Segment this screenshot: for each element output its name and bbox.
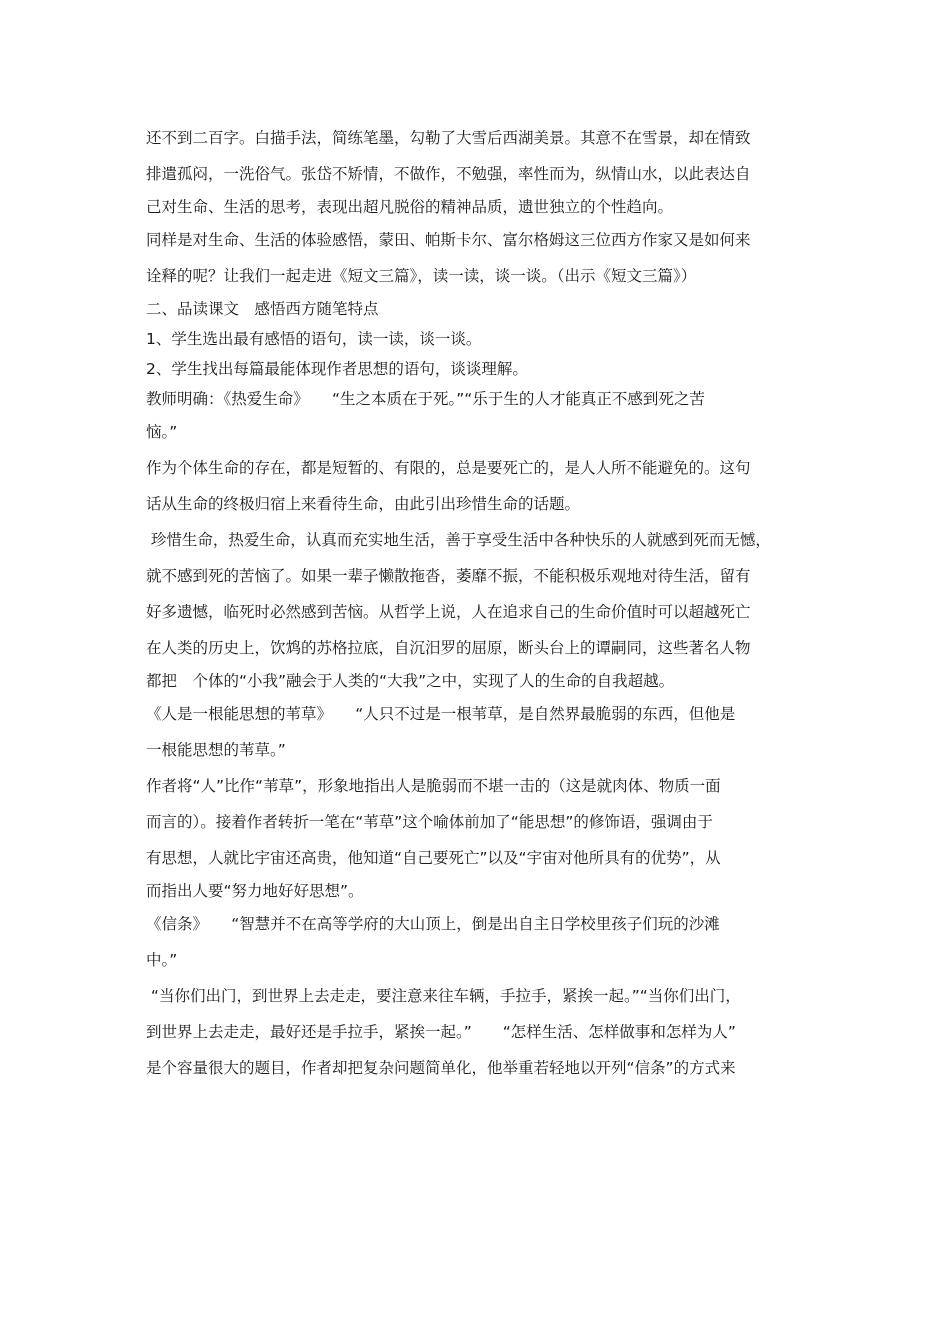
- text-line: 同样是对生命、生活的体验感悟，蒙田、帕斯卡尔、富尔格姆这三位西方作家又是如何来: [146, 231, 751, 249]
- text-line: 而指出人要“努力地好好思想”。: [146, 882, 364, 900]
- text-line: 己对生命、生活的思考，表现出超凡脱俗的精神品质，遗世独立的个性趋向。: [146, 198, 674, 216]
- text-line: 还不到二百字。白描手法，简练笔墨，勾勒了大雪后西湖美景。其意不在雪景，却在情致: [146, 129, 751, 147]
- text-line: 中。”: [146, 951, 178, 969]
- text-line: 而言的）。接着作者转折一笔在“苇草”这个喻体前加了“能思想”的修饰语，强调由于: [146, 813, 713, 831]
- text-line: 就不感到死的苦恼了。如果一辈子懒散拖沓，萎靡不振，不能积极乐观地对待生活，留有: [146, 567, 751, 585]
- text-line: “当你们出门，到世界上去走走，要注意来往车辆，手拉手，紧挨一起。”“当你们出门，: [146, 987, 741, 1005]
- text-line: 在人类的历史上，饮鸩的苏格拉底，自沉汨罗的屈原，断头台上的谭嗣同，这些著名人物: [146, 639, 751, 657]
- text-line: 2、学生找出每篇最能体现作者思想的语句，谈谈理解。: [146, 360, 528, 378]
- text-line: 是个容量很大的题目，作者却把复杂问题简单化，他举重若轻地以开列“信条”的方式来: [146, 1059, 736, 1077]
- text-line: 《信条》 “智慧并不在高等学府的大山顶上，倒是出自主日学校里孩子们玩的沙滩: [146, 915, 720, 933]
- text-line: 珍惜生命，热爱生命，认真而充实地生活，善于享受生活中各种快乐的人就感到死而无憾，: [146, 531, 771, 549]
- section-heading: 二、品读课文 感悟西方随笔特点: [146, 300, 379, 318]
- text-line: 作者将“人”比作“苇草”，形象地指出人是脆弱而不堪一击的（这是就肉体、物质一面: [146, 777, 721, 795]
- text-line: 到世界上去走走，最好还是手拉手，紧挨一起。” “怎样生活、怎样做事和怎样为人”: [146, 1023, 736, 1041]
- text-line: 好多遗憾，临死时必然感到苦恼。从哲学上说，人在追求自己的生命价值时可以超越死亡: [146, 603, 751, 621]
- text-line: 排遣孤闷，一洗俗气。张岱不矫情，不做作，不勉强，率性而为，纵情山水，以此表达自: [146, 165, 751, 183]
- text-line: 教师明确：《热爱生命》 “生之本质在于死。”“乐于生的人才能真正不感到死之苦: [146, 390, 705, 408]
- text-line: 《人是一根能思想的苇草》 “人只不过是一根苇草，是自然界最脆弱的东西，但他是: [146, 705, 736, 723]
- document-body: [146, 120, 826, 1086]
- text-line: 作为个体生命的存在，都是短暂的、有限的，总是要死亡的，是人人所不能避免的。这句: [146, 459, 751, 477]
- text-line: 恼。”: [146, 423, 178, 441]
- text-line: 有思想，人就比宇宙还高贵，他知道“自己要死亡”以及“宇宙对他所具有的优势”，从: [146, 849, 721, 867]
- text-line: 一根能思想的苇草。”: [146, 741, 286, 759]
- text-line: 诠释的呢？让我们一起走进《短文三篇》，读一读，谈一谈。（出示《短文三篇》）: [146, 267, 697, 285]
- text-line: 都把 个体的“小我”融会于人类的“大我”之中，实现了人的生命的自我超越。: [146, 672, 675, 690]
- text-line: 话从生命的终极归宿上来看待生命，由此引出珍惜生命的话题。: [146, 495, 581, 513]
- text-line: 1、学生选出最有感悟的语句，读一读，谈一谈。: [146, 330, 482, 348]
